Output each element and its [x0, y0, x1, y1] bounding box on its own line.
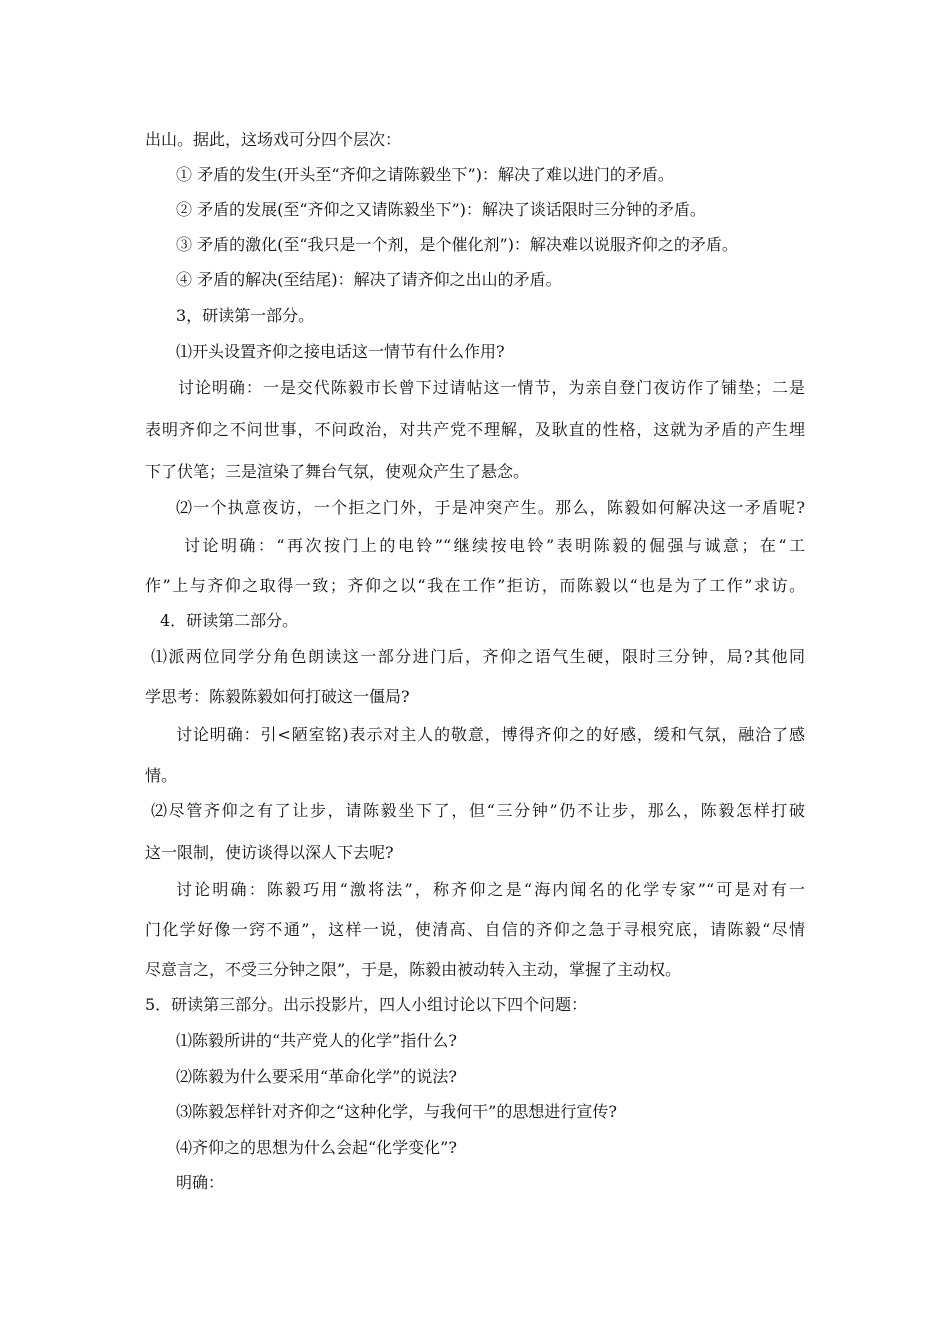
text-line: 讨论明确：陈毅巧用“激将法”，称齐仰之是“海内闻名的化学专家”“可是对有一 [176, 880, 805, 899]
text-line: 这一限制，使访谈得以深人下去呢? [145, 843, 394, 862]
text-line: 表明齐仰之不问世事，不问政治，对共产党不理解，及耿直的性格，这就为矛盾的产生埋 [145, 420, 805, 439]
text-line: 出山。据此，这场戏可分四个层次： [145, 130, 402, 149]
text-line: 作”上与齐仰之取得一致；齐仰之以“我在工作”拒访，而陈毅以“也是为了工作”求访。 [145, 576, 805, 595]
text-line: ① 矛盾的发生(开头至“齐仰之请陈毅坐下”)：解决了难以进门的矛盾。 [176, 165, 674, 184]
question-line: ⑷齐仰之的思想为什么会起“化学变化”? [176, 1138, 457, 1157]
text-line: 明确： [176, 1173, 225, 1192]
question-line: ⑴派两位同学分角色朗读这一部分进门后，齐仰之语气生硬，限时三分钟，局?其他同 [151, 647, 805, 666]
text-line: 下了伏笔；三是渲染了舞台气氛，使观众产生了悬念。 [145, 462, 530, 481]
text-line: 学思考：陈毅陈毅如何打破这一僵局? [145, 687, 410, 706]
section-heading: 5．研读第三部分。出示投影片，四人小组讨论以下四个问题： [145, 995, 588, 1014]
text-line: 讨论明确：“再次按门上的电铃”“继续按电铃”表明陈毅的倔强与诚意；在“工 [184, 536, 805, 555]
section-heading: 4．研读第二部分。 [160, 611, 299, 630]
question-line: ⑵一个执意夜访，一个拒之门外，于是冲突产生。那么，陈毅如何解决这一矛盾呢? [176, 498, 805, 517]
section-heading: 3，研读第一部分。 [176, 306, 315, 325]
text-line: 讨论明确：引<陋室铭)表示对主人的敬意，博得齐仰之的好感，缓和气氛，融洽了感 [176, 725, 805, 744]
text-line: 尽意言之，不受三分钟之限”，于是，陈毅由被动转入主动，掌握了主动权。 [145, 960, 682, 979]
question-line: ⑵陈毅为什么要采用“革命化学”的说法? [176, 1067, 457, 1086]
text-line: ③ 矛盾的激化(至“我只是一个剂，是个催化剂”)：解决难以说服齐仰之的矛盾。 [176, 235, 738, 254]
text-line: 门化学好像一窍不通”，这样一说，使清高、自信的齐仰之急于寻根究底，请陈毅“尽情 [145, 920, 805, 939]
text-line: 讨论明确：一是交代陈毅市长曾下过请帖这一情节，为亲自登门夜访作了铺垫；二是 [178, 378, 805, 397]
text-line: ④ 矛盾的解决(至结尾)：解决了请齐仰之出山的矛盾。 [176, 270, 562, 289]
question-line: ⑶陈毅怎样针对齐仰之“这种化学，与我何干”的思想进行宣传? [176, 1102, 617, 1121]
text-line: 情。 [145, 766, 178, 785]
question-line: ⑴开头设置齐仰之接电话这一情节有什么作用? [176, 342, 505, 361]
question-line: ⑵尽管齐仰之有了让步，请陈毅坐下了，但“三分钟”仍不让步，那么，陈毅怎样打破 [151, 801, 805, 820]
question-line: ⑴陈毅所讲的“共产党人的化学”指什么? [176, 1031, 457, 1050]
text-line: ② 矛盾的发展(至“齐仰之又请陈毅坐下”)：解决了谈话限时三分钟的矛盾。 [176, 200, 706, 219]
